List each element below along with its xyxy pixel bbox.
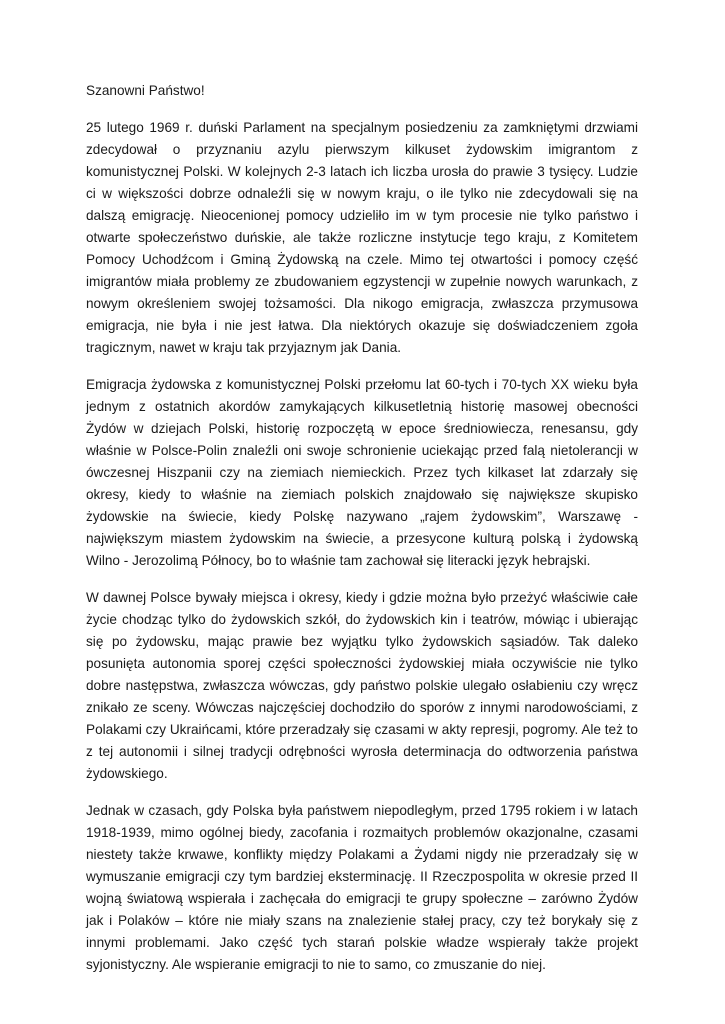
paragraph-4: Jednak w czasach, gdy Polska była państwem niepodległym, przed 1795 rokiem i w latach 1918-1939, mimo ogólnej biedy, zacofania i rozmaitych problemów okazjonalne, czasami niestety także krwawe, konflikty między Polakami a Żydami nigdy nie przeradzały się w wymuszanie emigracji czy tym bardziej eksterminację. II Rzeczpospolita w okresie przed II wojną światową wspierała i zachęcała do emigracji te grupy społeczne – zarówno Żydów jak i Polaków – które nie miały szans na znalezienie stałej pracy, czy też borykały się z innymi problemami. Jako część tych starań polskie władze wspierały także projekt syjonistyczny. Ale wspieranie emigracji to nie to samo, co zmuszanie do niej. xyxy=(86,803,638,972)
paragraph-1: 25 lutego 1969 r. duński Parlament na specjalnym posiedzeniu za zamkniętymi drzwiami zdecydował o przyznaniu azylu pierwszym kilkuset żydowskim imigrantom z komunistycznej Polski. W kolejnych 2-3 latach ich liczba urosła do prawie 3 tysięcy. Ludzie ci w większości dobrze odnaleźli się w nowym kraju, o ile tylko nie zdecydowali się na dalszą emigrację. Nieocenionej pomocy udzieliło im w tym procesie nie tylko państwo i otwarte społeczeństwo duńskie, ale także rozliczne instytucje tego kraju, z Komitetem Pomocy Uchodźcom i Gminą Żydowską na czele. Mimo tej otwartości i pomocy część imigrantów miała problemy ze zbudowaniem egzystencji w zupełnie nowych warunkach, z nowym określeniem swojej tożsamości. Dla nikogo emigracja, zwłaszcza przymusowa emigracja, nie była i nie jest łatwa. Dla niektórych okazuje się doświadczeniem zgoła tragicznym, nawet w kraju tak przyjaznym jak Dania. xyxy=(86,120,638,355)
paragraph-3: W dawnej Polsce bywały miejsca i okresy, kiedy i gdzie można było przeżyć właściwie całe życie chodząc tylko do żydowskich szkół, do żydowskich kin i teatrów, mówiąc i ubierając się po żydowsku, mając prawie bez wyjątku tylko żydowskich sąsiadów. Tak daleko posunięta autonomia sporej części społeczności żydowskiej miała oczywiście nie tylko dobre następstwa, zwłaszcza wówczas, gdy państwo polskie ulegało osłabieniu czy wręcz znikało ze sceny. Wówczas najczęściej dochodziło do sporów z innymi narodowościami, z Polakami czy Ukraińcami, które przeradzały się czasami w akty represji, pogromy. Ale też to z tej autonomii i silnej tradycji odrębności wyrosła determinacja do odtworzenia państwa żydowskiego. xyxy=(86,590,638,781)
salutation: Szanowni Państwo! xyxy=(86,83,205,98)
document-page xyxy=(86,80,638,991)
paragraph-2: Emigracja żydowska z komunistycznej Polski przełomu lat 60-tych i 70-tych XX wieku była jednym z ostatnich akordów zamykających kilkusetletnią historię masowej obecności Żydów w dziejach Polski, historię rozpoczętą w epoce średniowiecza, renesansu, gdy właśnie w Polsce-Polin znaleźli oni swoje schronienie uciekając przed falą nietolerancji w ówczesnej Hiszpanii czy na ziemiach niemieckich. Przez tych kilkaset lat zdarzały się okresy, kiedy to właśnie na ziemiach polskich znajdowało się największe skupisko żydowskie na świecie, kiedy Polskę nazywano „rajem żydowskim”, Warszawę - największym miastem żydowskim na świecie, a przesycone kulturą polską i żydowską Wilno - Jerozolimą Północy, bo to właśnie tam zachował się literacki język hebrajski. xyxy=(86,377,638,568)
